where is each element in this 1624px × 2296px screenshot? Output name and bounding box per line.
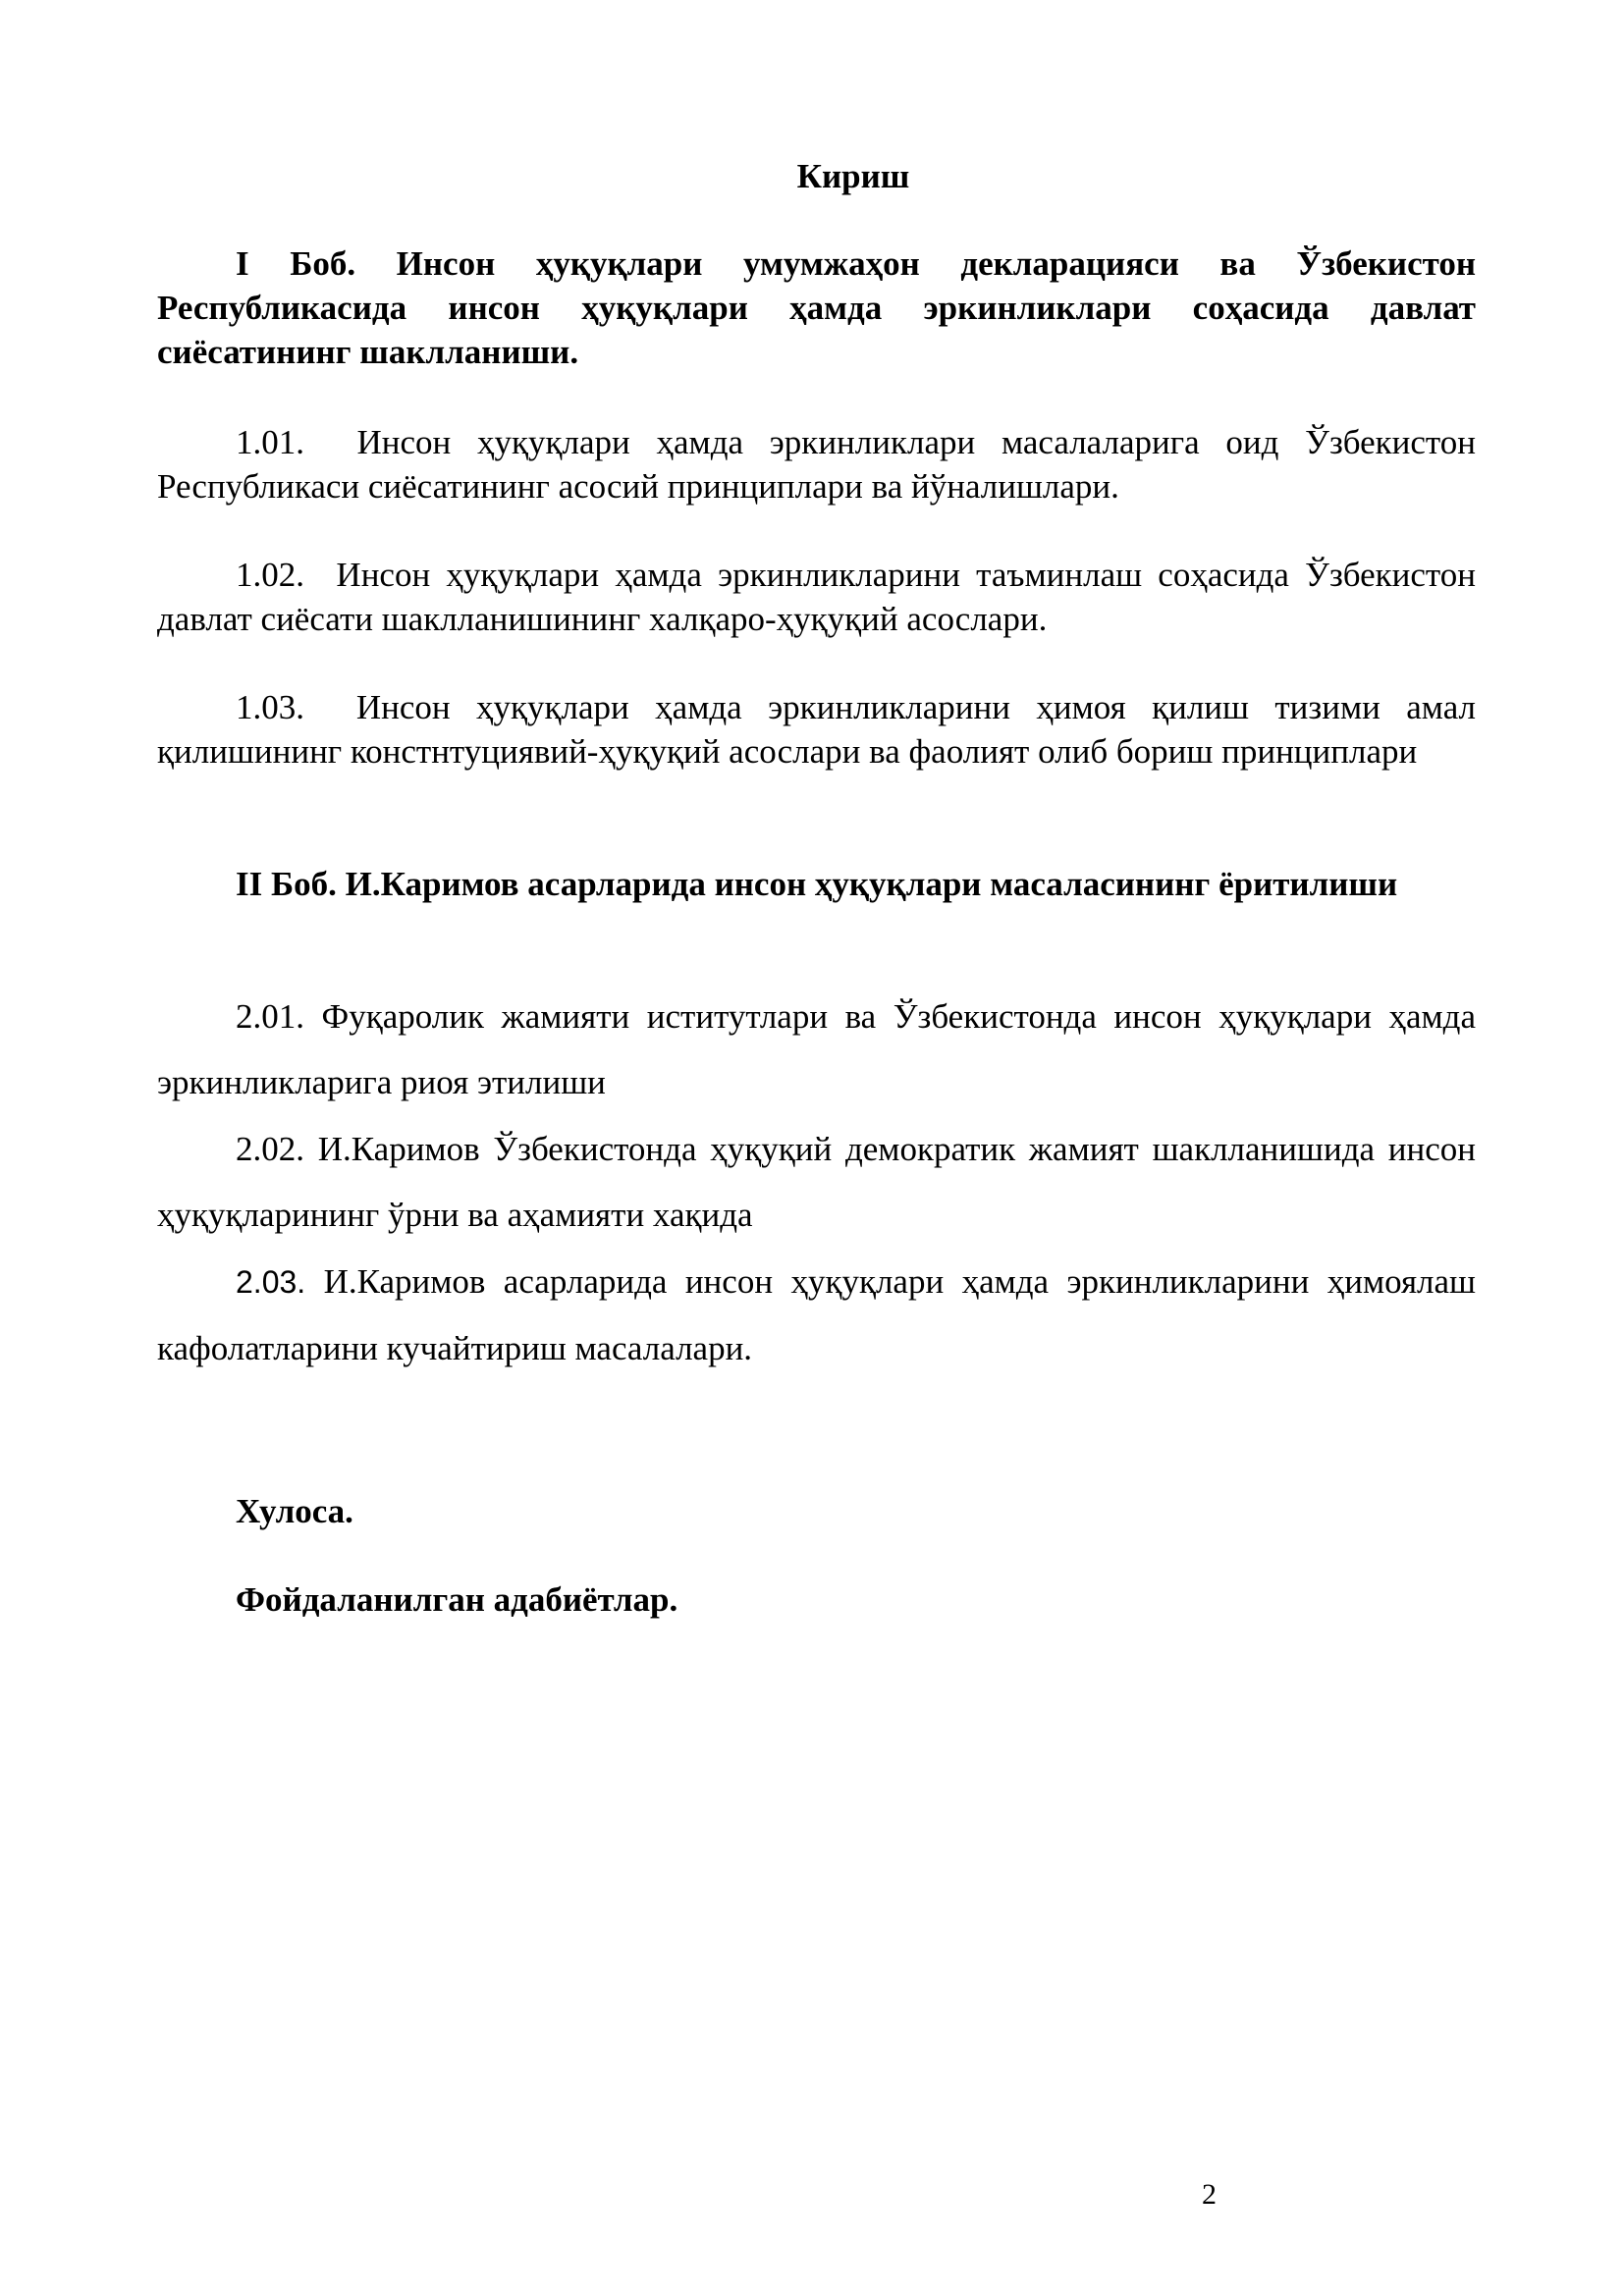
section-2-01: [157, 984, 1476, 1115]
section-2-03: [157, 1249, 1476, 1381]
section-number: 2.02.: [236, 1130, 304, 1168]
section-1-02: [157, 553, 1476, 641]
section-number: 1.02.: [236, 556, 304, 594]
section-text: Инсон ҳуқуқлари ҳамда эркинликларини ҳимоя қилиш тизими амал қилишининг констнтуциявий-ҳуқуқий асослари ва фаолият олиб бориш принциплари: [157, 688, 1477, 771]
page-title: Кириш: [796, 157, 910, 195]
section-number: 1.03.: [236, 688, 304, 726]
section-number: 1.01.: [236, 423, 304, 461]
section-1-03: [157, 685, 1476, 774]
section-text: Фуқаролик жамияти иститутлари ва Ўзбекистонда инсон ҳуқуқлари ҳамда эркинликларига риоя этилиши: [157, 997, 1477, 1101]
references-heading: Фойдаланилган адабиётлар.: [236, 1580, 678, 1619]
section-text: И.Каримов Ўзбекистонда ҳуқуқий демократик жамият шаклланишида инсон ҳуқуқларининг ўрни ва аҳамияти хақида: [157, 1130, 1477, 1234]
section-number: 2.01.: [236, 997, 304, 1036]
chapter-2-heading: II Боб. И.Каримов асарларида инсон ҳуқуқлари масаласининг ёритилиши: [236, 865, 1398, 903]
section-text: И.Каримов асарларида инсон ҳуқуқлари ҳамда эркинликларини ҳимоялаш кафолатларини кучайтириш масалалари.: [157, 1262, 1477, 1367]
section-number: 2.03.: [236, 1264, 306, 1300]
section-text: Инсон ҳуқуқлари ҳамда эркинликлари масалаларига оид Ўзбекистон Республикаси сиёсатининг асосий принциплари ва йўналишлари.: [157, 423, 1476, 506]
chapter-1-heading: I Боб. Инсон ҳуқуқлари умумжаҳон декларацияси ва Ўзбекистон Республикасида инсон ҳуқуқлари ҳамда эркинликлари соҳасида давлат сиёсатининг шаклланиши.: [157, 244, 1476, 371]
conclusion-heading: Хулоса.: [236, 1492, 353, 1530]
page-number: 2: [1202, 2178, 1217, 2211]
section-1-01: [157, 420, 1476, 508]
section-2-02: [157, 1116, 1476, 1248]
section-text: Инсон ҳуқуқлари ҳамда эркинликларини таъминлаш соҳасида Ўзбекистон давлат сиёсати шаклланишининг халқаро-ҳуқуқий асослари.: [157, 556, 1476, 638]
